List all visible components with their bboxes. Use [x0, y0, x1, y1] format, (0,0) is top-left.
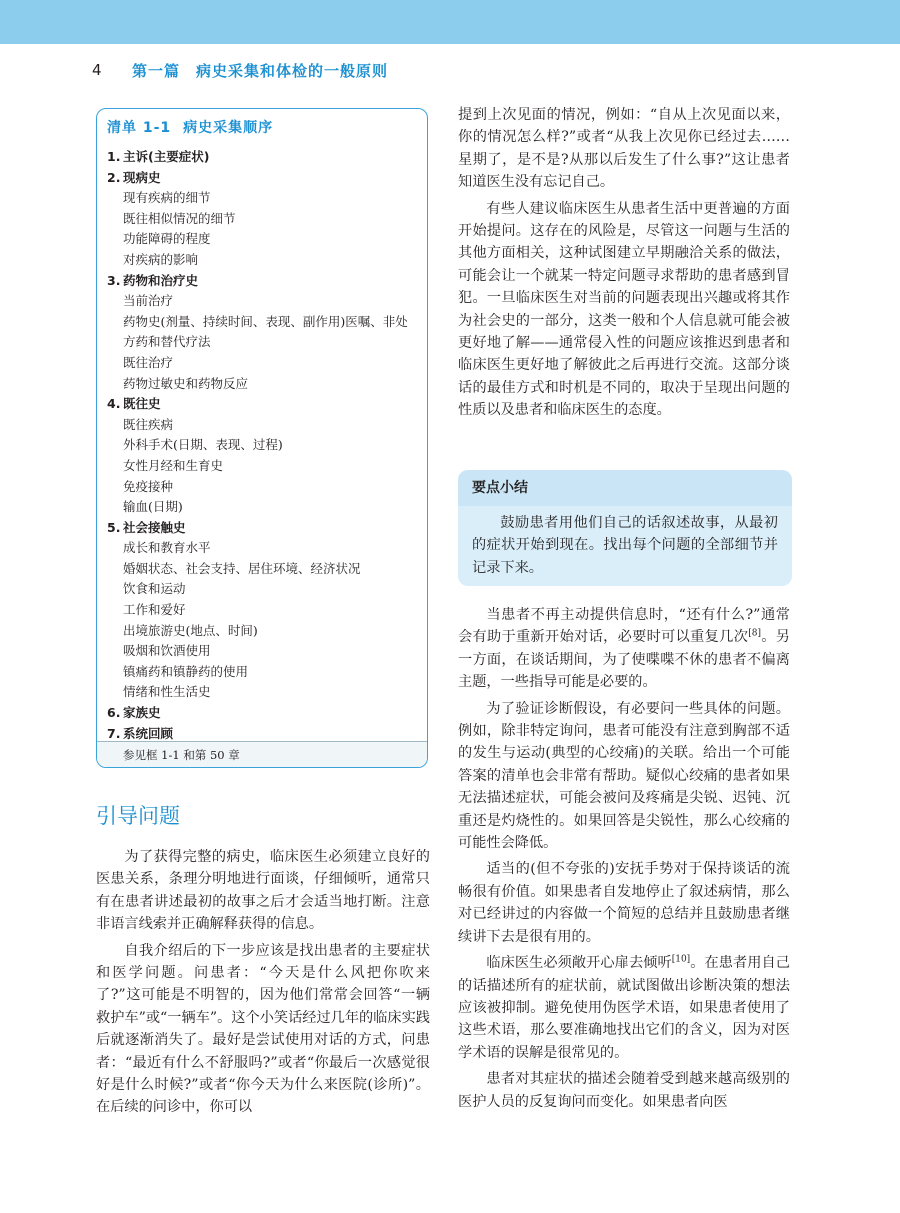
checklist-item: 免疫接种 — [123, 478, 174, 494]
body-paragraph: 提到上次见面的情况，例如：“自从上次见面以来，你的情况怎么样?”或者“从我上次见你已经过去……星期了，是不是?从那以后发生了什么事?”这让患者知道医生没有忘记自己。 — [458, 107, 790, 191]
checklist-section-index: 1. — [107, 149, 121, 164]
checklist-section-index: 3. — [107, 272, 121, 288]
paragraph-text: 为了验证诊断假设，有必要问一些具体的问题。例如，除非特定询问，患者可能没有注意到胸部不适的发生与运动(典型的心绞痛)的关联。给出一个可能答案的清单也会非常有帮助。疑似心绞痛的患者如果无法描述症状，可能会被问及疼痛是尖锐、迟钝、沉重还是灼烧性的。如果回答是尖锐性，那么心绞痛的可能性会降低。 — [458, 700, 790, 852]
checklist-item: 成长和教育水平 — [123, 540, 211, 556]
checklist-section-label: 系统回顾 — [123, 725, 174, 741]
paragraph-text: 。另一方面，在谈话期间，为了使喋喋不休的患者不偏离主题，一些指导可能是必要的。 — [458, 629, 790, 691]
right-column-bottom — [458, 604, 790, 1117]
body-paragraph — [458, 858, 790, 948]
checklist-footer: 参见框 1-1 和第 50 章 — [97, 741, 427, 767]
checklist-sub-list — [107, 188, 417, 270]
checklist-item: 输血(日期) — [123, 499, 183, 515]
checklist-section — [107, 271, 417, 395]
paragraph-text: 适当的(但不夸张的)安抚手势对于保持谈话的流畅很有价值。如果患者自发地停止了叙述病情，那么对已经讲过的内容做一个简短的总结并且鼓励患者继续讲下去是很有用的。 — [458, 861, 790, 945]
paragraph-text: 临床医生必须敞开心扉去倾听 — [486, 955, 672, 972]
checklist-section — [107, 394, 417, 518]
checklist-section-label: 主诉(主要症状) — [123, 149, 210, 164]
checklist-item: 药物史(剂量、持续时间、表现、副作用)医嘱、非处方药和替代疗法 — [123, 313, 408, 350]
paragraph-text: 。在患者用自己的话描述所有的症状前，就试图做出诊断决策的想法应该被抑制。避免使用伪医学术语，如果患者使用了这些术语，那么要准确地找出它们的含义，因为对医学术语的误解是很常见的。 — [458, 955, 790, 1061]
checklist-box — [96, 108, 428, 768]
checklist-section-title — [107, 703, 417, 724]
checklist-section — [107, 518, 417, 703]
checklist-section-index: 2. — [107, 169, 121, 185]
checklist-item: 当前治疗 — [123, 293, 174, 309]
body-paragraph: 有些人建议临床医生从患者生活中更普遍的方面开始提问。这存在的风险是，尽管这一问题与生活的其他方面相关，这种试图建立早期融洽关系的做法，可能会让一个就某一特定问题寻求帮助的患者感到冒犯。一旦临床医生对当前的问题表现出兴趣或将其作为社会史的一部分，这类一般和个人信息就可能会被更好地了解——通常侵入性的问题应该推迟到患者和临床医生更好地了解彼此之后再进行交流。这部分谈话的最佳方式和时机是不同的，取决于呈现出问题的性质以及患者和临床医生的态度。 — [458, 200, 790, 419]
body-paragraph: 为了获得完整的病史，临床医生必须建立良好的医患关系，条理分明地进行面谈，仔细倾听，通常只有在患者讲述最初的故事之后才会适当地打断。注意非语言线索并正确解释获得的信息。 — [96, 849, 430, 933]
checklist-sub-list — [107, 291, 417, 394]
checklist-item: 既往疾病 — [123, 416, 174, 432]
checklist-item: 现有疾病的细节 — [123, 190, 211, 206]
checklist-item: 工作和爱好 — [123, 602, 186, 618]
checklist-section-index: 4. — [107, 396, 121, 412]
checklist-item: 既往治疗 — [123, 354, 174, 370]
key-points-box — [458, 470, 792, 586]
checklist-sub-list — [107, 415, 417, 518]
checklist-section-index: 6. — [107, 705, 121, 721]
reference-citation: [10] — [671, 954, 691, 965]
checklist-section — [107, 168, 417, 271]
checklist-section-title — [107, 518, 417, 539]
checklist-item: 情绪和性生活史 — [123, 684, 211, 700]
page-number: 4 — [92, 61, 102, 79]
checklist-section-label: 现病史 — [123, 169, 161, 185]
checklist-item: 对疾病的影响 — [123, 251, 199, 267]
checklist-title — [107, 117, 417, 137]
body-paragraph — [458, 698, 790, 855]
checklist-item: 外科手术(日期、表现、过程) — [123, 437, 283, 453]
checklist-section-title — [107, 271, 417, 292]
top-color-band — [0, 0, 900, 44]
checklist-item: 女性月经和生育史 — [123, 457, 224, 473]
checklist-section — [107, 147, 417, 168]
section-heading: 引导问题 — [96, 804, 180, 828]
page-header — [92, 58, 388, 82]
reference-citation: [8] — [748, 628, 761, 639]
checklist-section-title — [107, 147, 417, 168]
checklist-item: 功能障碍的程度 — [123, 231, 211, 247]
checklist-item: 吸烟和饮酒使用 — [123, 643, 211, 659]
right-column-top — [458, 104, 790, 426]
body-paragraph: 自我介绍后的下一步应该是找出患者的主要症状和医学问题。问患者：“今天是什么风把你吹来了?”这可能是不明智的，因为他们常常会回答“一辆救护车”或“一辆车”。这个小笑话经过几年的临床实践后就逐渐消失了。最好是尝试使用对话的方式，问患者：“最近有什么不舒服吗?”或者“你最后一次感觉很好是什么时候?”或者“你今天为什么来医院(诊所)”。在后续的问诊中，你可以 — [96, 942, 430, 1116]
paragraph-text: 当患者不再主动提供信息时，“还有什么?”通常会有助于重新开始对话，必要时可以重复几次 — [458, 607, 790, 646]
left-column-body — [96, 846, 430, 1123]
checklist-item: 药物过敏史和药物反应 — [123, 375, 249, 391]
key-points-title: 要点小结 — [458, 470, 792, 506]
checklist-item: 婚姻状态、社会支持、居住环境、经济状况 — [123, 560, 361, 576]
checklist-section-index: 5. — [107, 519, 121, 535]
checklist-section-label: 既往史 — [123, 396, 161, 412]
checklist-sub-list — [107, 538, 417, 703]
checklist-section-label: 药物和治疗史 — [123, 272, 199, 288]
key-points-text: 鼓励患者用他们自己的话叙述故事，从最初的症状开始到现在。找出每个问题的全部细节并记录下来。 — [472, 515, 778, 576]
paragraph-text: 患者对其症状的描述会随着受到越来越高级别的医护人员的反复询问而变化。如果患者向医 — [458, 1071, 790, 1110]
checklist-name: 病史采集顺序 — [183, 120, 274, 136]
checklist-item: 镇痛药和镇静药的使用 — [123, 663, 249, 679]
checklist-item: 出境旅游史(地点、时间) — [123, 622, 258, 638]
checklist-item: 既往相似情况的细节 — [123, 210, 236, 226]
checklist-list — [107, 147, 417, 744]
body-paragraph — [458, 952, 790, 1064]
checklist-section-label: 社会接触史 — [123, 519, 186, 535]
chapter-title: 第一篇 病史采集和体检的一般原则 — [132, 61, 389, 80]
checklist-number: 清单 1-1 — [107, 120, 172, 136]
body-paragraph — [458, 604, 790, 694]
checklist-item: 饮食和运动 — [123, 581, 186, 597]
checklist-section-title — [107, 168, 417, 189]
checklist-section-label: 家族史 — [123, 705, 161, 721]
checklist-section-index: 7. — [107, 725, 121, 741]
checklist-section — [107, 703, 417, 724]
checklist-section-title — [107, 394, 417, 415]
body-paragraph — [458, 1068, 790, 1113]
